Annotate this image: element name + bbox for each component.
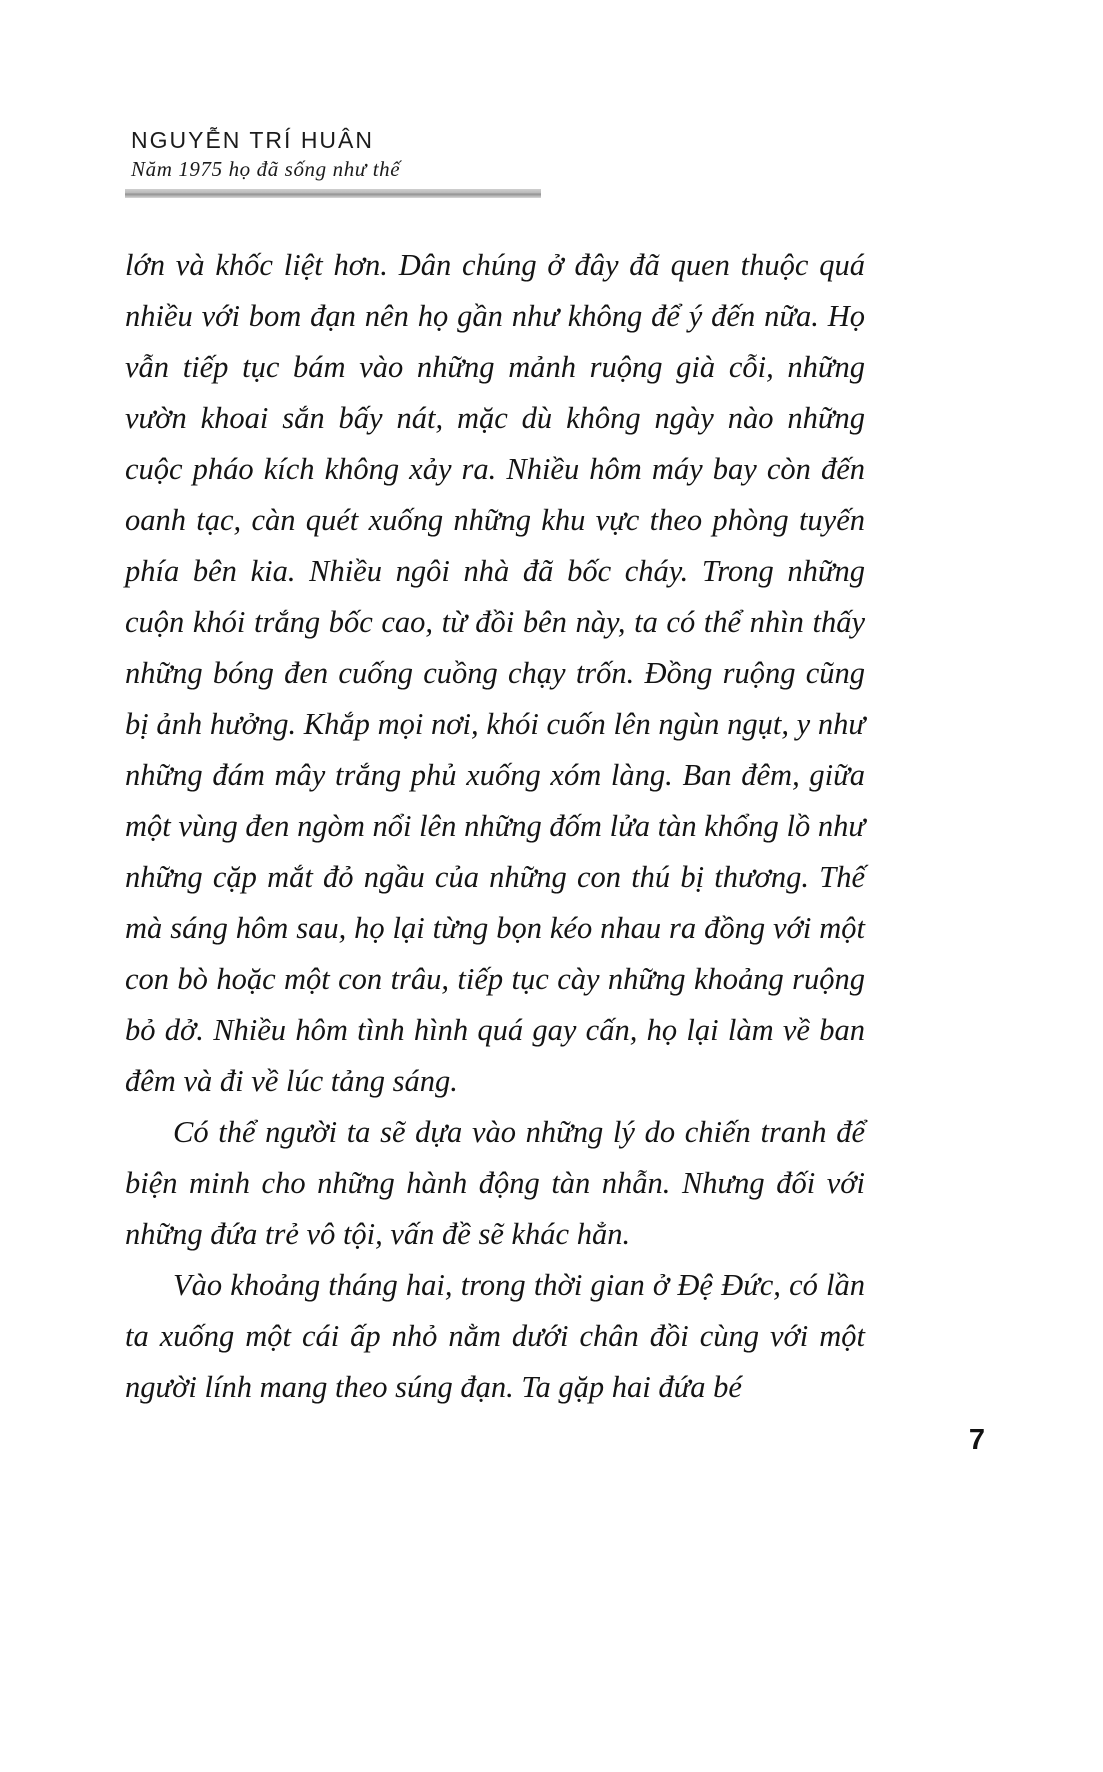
book-title: Năm 1975 họ đã sống như thế [131,157,401,182]
running-head [131,128,611,182]
paragraph: Vào khoảng tháng hai, trong thời gian ở Đệ Đức, có lần ta xuống một cái ấp nhỏ nằm dưới chân đồi cùng với một người lính mang theo súng đạn. Ta gặp hai đứa bé [125,1268,865,1404]
paragraph: Có thể người ta sẽ dựa vào những lý do chiến tranh để biện minh cho những hành động tàn nhẫn. Nhưng đối với những đứa trẻ vô tội, vấn đề sẽ khác hẳn. [125,1115,865,1251]
page-number: 7 [968,1424,985,1456]
author-name: NGUYỄN TRÍ HUÂN [131,127,374,153]
body-text [125,240,865,1413]
header-divider-rule [125,189,541,198]
paragraph: lớn và khốc liệt hơn. Dân chúng ở đây đã quen thuộc quá nhiều với bom đạn nên họ gần như không để ý đến nữa. Họ vẫn tiếp tục bám vào những mảnh ruộng già cỗi, những vườn khoai sắn bấy nát, mặc dù không ngày nào những cuộc pháo kích không xảy ra. Nhiều hôm máy bay còn đến oanh tạc, càn quét xuống những khu vực theo phòng tuyến phía bên kia. Nhiều ngôi nhà đã bốc cháy. Trong những cuộn khói trắng bốc cao, từ đồi bên này, ta có thể nhìn thấy những bóng đen cuống cuồng chạy trốn. Đồng ruộng cũng bị ảnh hưởng. Khắp mọi nơi, khói cuốn lên ngùn ngụt, y như những đám mây trắng phủ xuống xóm làng. Ban đêm, giữa một vùng đen ngòm nổi lên những đốm lửa tàn khổng lồ như những cặp mắt đỏ ngầu của những con thú bị thương. Thế mà sáng hôm sau, họ lại từng bọn kéo nhau ra đồng với một con bò hoặc một con trâu, tiếp tục cày những khoảng ruộng bỏ dở. Nhiều hôm tình hình quá gay cấn, họ lại làm về ban đêm và đi về lúc tảng sáng. [125,248,865,1098]
